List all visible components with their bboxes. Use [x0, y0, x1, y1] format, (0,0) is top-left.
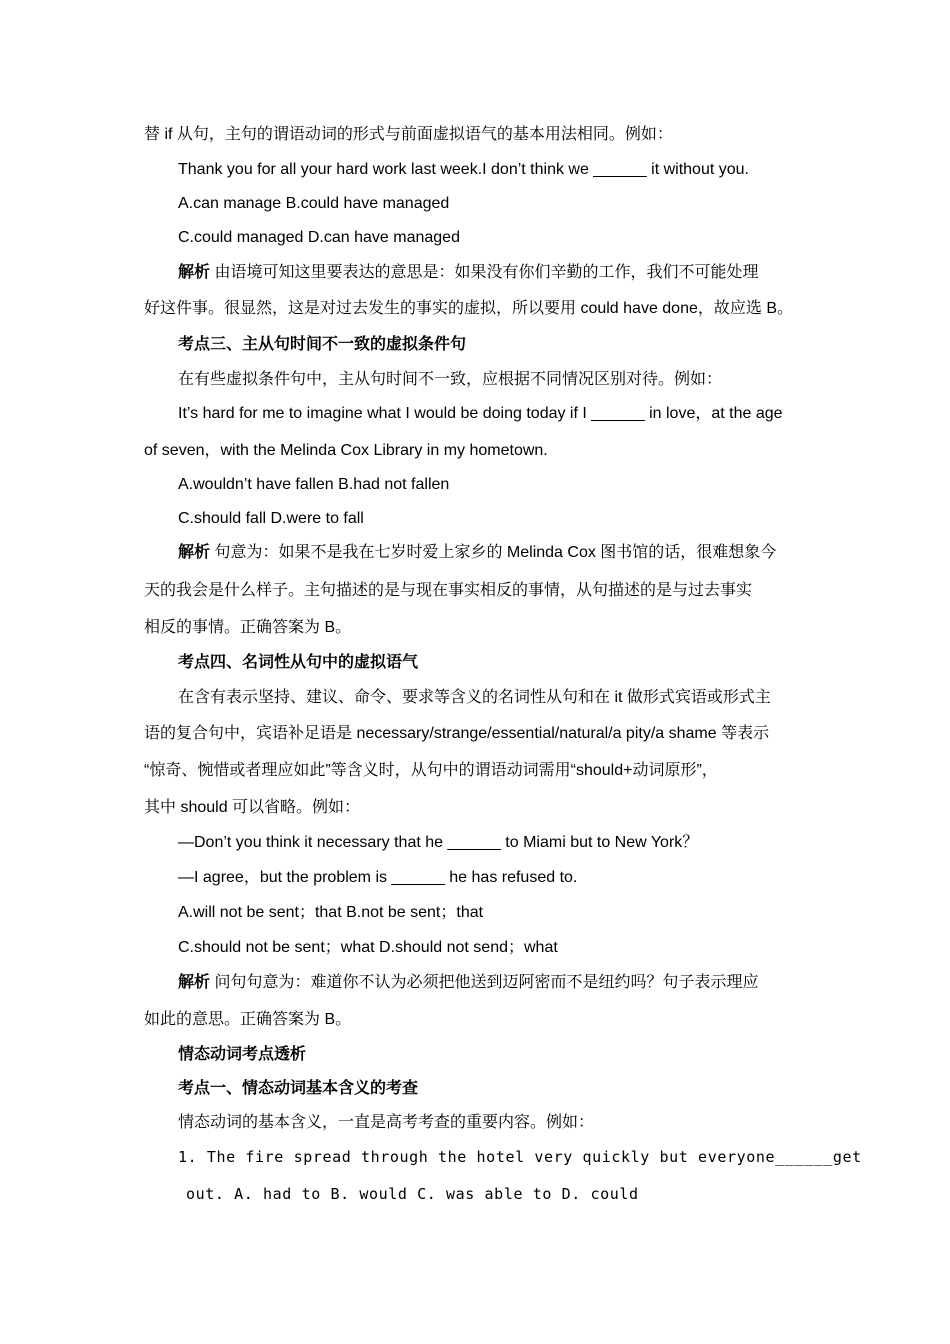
- answer-options: A.wouldn’t have fallen B.had not fallen: [178, 476, 450, 493]
- analysis-line: [178, 972, 758, 994]
- analysis-text: 句意为：如果不是我在七岁时爱上家乡的 Melinda Cox 图书馆的话，很难想象今: [210, 544, 777, 561]
- paragraph-line: 在含有表示坚持、建议、命令、要求等含义的名词性从句和在 it 做形式宾语或形式主: [178, 689, 771, 706]
- analysis-text: 问句句意为：难道你不认为必须把他送到迈阿密而不是纽约吗？句子表示理应: [210, 974, 759, 991]
- paragraph-line: 天的我会是什么样子。主句描述的是与现在事实相反的事情，从句描述的是与过去事实: [144, 582, 753, 599]
- paragraph-line: 其中 should 可以省略。例如：: [144, 799, 361, 816]
- example-sentence: —I agree，but the problem is ______ he has refused to.: [178, 869, 578, 886]
- example-sentence: Thank you for all your hard work last week.I don’t think we ______ it without you.: [178, 161, 749, 178]
- analysis-text: 由语境可知这里要表达的意思是：如果没有你们辛勤的工作，我们不可能处理: [210, 264, 759, 281]
- section-heading: 考点一、情态动词基本含义的考查: [178, 1080, 419, 1097]
- analysis-line: [178, 542, 776, 564]
- paragraph-line: 替 if 从句，主句的谓语动词的形式与前面虚拟语气的基本用法相同。例如：: [144, 126, 673, 143]
- answer-options: C.could managed D.can have managed: [178, 229, 460, 246]
- answer-options: A.will not be sent；that B.not be sent；that: [178, 904, 484, 921]
- paragraph-line: “惊奇、惋惜或者理应如此”等含义时，从句中的谓语动词需用“should+动词原形”，: [144, 762, 718, 779]
- paragraph-line: 如此的意思。正确答案为 B。: [144, 1011, 352, 1028]
- section-heading: 情态动词考点透析: [178, 1046, 307, 1063]
- answer-options: C.should fall D.were to fall: [178, 510, 364, 527]
- section-heading: 考点四、名词性从句中的虚拟语气: [178, 654, 419, 671]
- example-sentence: It’s hard for me to imagine what I would be doing today if I ______ in love，at the age: [178, 405, 783, 422]
- example-sentence: of seven，with the Melinda Cox Library in my hometown.: [144, 442, 548, 459]
- answer-options: out. A. had to B. would C. was able to D. could: [186, 1185, 639, 1203]
- paragraph-line: 语的复合句中，宾语补足语是 necessary/strange/essential/natural/a pity/a shame 等表示: [144, 725, 770, 742]
- answer-options: C.should not be sent；what D.should not send；what: [178, 939, 558, 956]
- paragraph-line: 好这件事。很显然，这是对过去发生的事实的虚拟，所以要用 could have done，故应选 B。: [144, 300, 793, 317]
- analysis-label: 解析: [178, 264, 211, 281]
- example-sentence: 1. The fire spread through the hotel very quickly but everyone______get: [178, 1148, 862, 1166]
- analysis-line: [178, 262, 758, 284]
- paragraph-line: 相反的事情。正确答案为 B。: [144, 619, 352, 636]
- paragraph-line: 在有些虚拟条件句中，主从句时间不一致，应根据不同情况区别对待。例如：: [178, 371, 723, 388]
- paragraph-line: 情态动词的基本含义，一直是高考考查的重要内容。例如：: [178, 1114, 595, 1131]
- example-sentence: —Don’t you think it necessary that he ______ to Miami but to New York？: [178, 834, 699, 851]
- section-heading: 考点三、主从句时间不一致的虚拟条件句: [178, 336, 467, 353]
- analysis-label: 解析: [178, 974, 211, 991]
- analysis-label: 解析: [178, 544, 211, 561]
- answer-options: A.can manage B.could have managed: [178, 195, 450, 212]
